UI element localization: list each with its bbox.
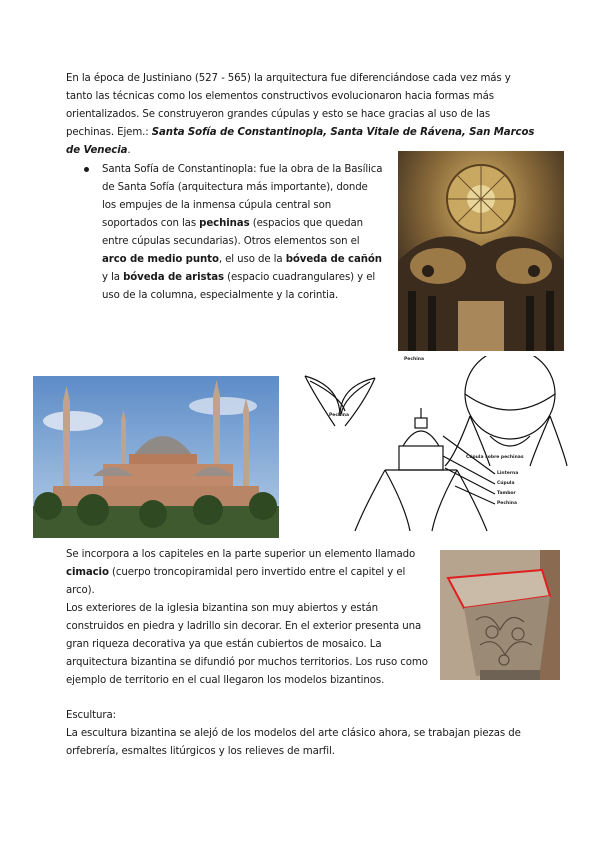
diagram-label-pechina: Pechina — [329, 413, 350, 418]
diagram-label-cupula: Cúpula sobre pechinas — [466, 455, 524, 460]
term-boveda-canon: bóveda de cañón — [285, 254, 382, 265]
capital-photo — [440, 550, 560, 680]
bullet-paragraph — [102, 161, 384, 305]
bullet-text-2: (espacios que quedan entre cúpulas secundarias). Otros elementos son el — [102, 218, 363, 247]
capitel-paragraph — [66, 546, 432, 690]
escultura-text: La escultura bizantina se alejó de los modelos del arte clásico ahora, se trabajan piezas de orfebrería, esmaltes litúrgicos y los relieves de marfil. — [66, 728, 521, 757]
term-arco: arco de medio punto — [102, 254, 219, 265]
diagram-label-tambor: Tambor — [497, 491, 516, 496]
diagram-label-pechina2: Pechina — [497, 501, 518, 506]
term-boveda-aristas: bóveda de aristas — [123, 272, 224, 283]
term-cimacio: cimacio — [66, 567, 109, 578]
diagram-label-cupula2: Cúpula — [497, 481, 515, 486]
capitel-text-2: (cuerpo troncopiramidal pero invertido entre el capitel y el arco). — [66, 567, 406, 596]
bullet-text-5: (espacio cuadrangulares) y el uso de la columna, especialmente y la corintia. — [102, 272, 376, 301]
capitel-text-1: Se incorpora a los capiteles en la parte superior un elemento llamado — [66, 549, 416, 560]
bullet-text-4: y la — [102, 272, 124, 283]
term-pechinas: pechinas — [199, 218, 250, 229]
escultura-heading: Escultura: — [66, 710, 116, 721]
interior-photo — [398, 151, 564, 351]
intro-text: En la época de Justiniano (527 - 565) la arquitectura fue diferenciándose cada vez más y tanto las técnicas como los elementos constructivos evolucionaron hacia formas más orientalizados. Se construyeron grandes cúpulas y esto se hace gracias al uso de las pechinas. Ejem.: — [66, 73, 511, 138]
bullet-text-1: Santa Sofía de Constantinopla: fue la obra de la Basílica de Santa Sofía (arquitectura más importante), donde los empujes de la inmensa cúpula central son soportados con las — [102, 164, 383, 229]
bullet-icon — [84, 167, 89, 172]
intro-end: . — [127, 145, 131, 156]
pechina-diagram — [295, 356, 568, 536]
exterior-text: Los exteriores de la iglesia bizantina son muy abiertos y están construidos en piedra y ladrillo sin decorar. En el exterior presenta una gran riqueza decorativa ya que están cubiertos de mosaico. La arquitectura bizantina se difundió por muchos territorios. Los ruso como ejemplo de territorio en el cual llegaron los modelos bizantinos. — [66, 603, 428, 686]
intro-examples: Santa Sofía de Constantinopla, Santa Vitale de Rávena, San Marcos de Venecia — [66, 127, 535, 156]
escultura-paragraph — [66, 707, 536, 761]
diagram-label-linterna: Linterna — [497, 471, 519, 476]
intro-paragraph — [66, 70, 536, 160]
exterior-photo — [33, 376, 279, 538]
bullet-text-3: , el uso de la — [218, 254, 286, 265]
diagram-title: Pechina — [404, 357, 425, 362]
